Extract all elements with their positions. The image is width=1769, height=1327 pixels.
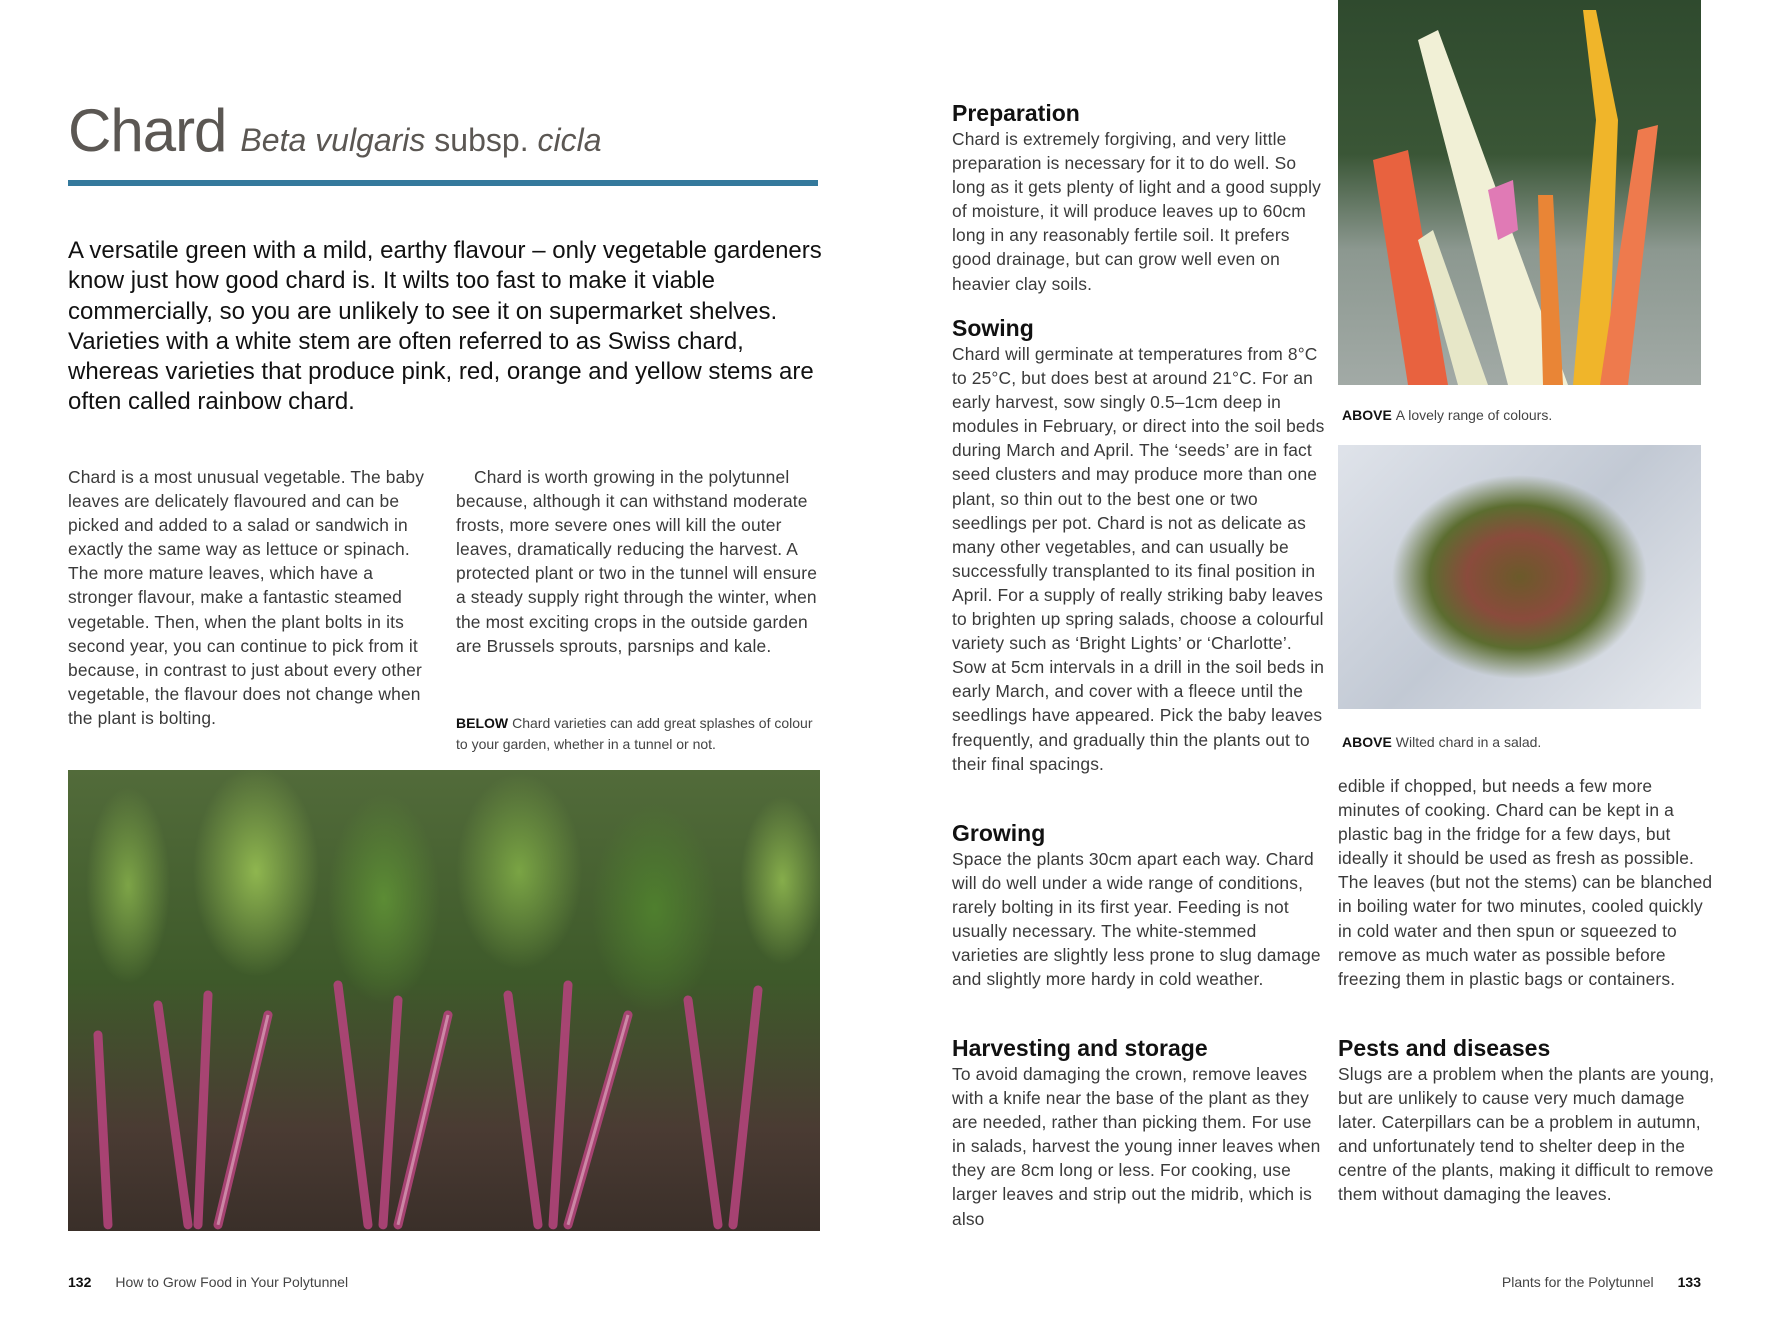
- section-body: Chard is extremely forgiving, and very little preparation is necessary for it to do well. So long as it gets plenty of light and a good supply of moisture, it will produce leaves up to 60cm long in any reasonably fertile soil. It prefers good drainage, but can grow well even on heavier clay soils.: [952, 129, 1321, 294]
- latin-genus-species: Beta vulgaris: [240, 122, 426, 158]
- title-rule: [68, 180, 818, 186]
- section-harvesting: [952, 1034, 1327, 1231]
- latin-name: [240, 122, 601, 158]
- caption-above-2: [1342, 732, 1702, 753]
- page-number-right: 133: [1677, 1274, 1701, 1290]
- caption-below: [456, 713, 828, 754]
- section-pests: [1338, 1034, 1718, 1207]
- chard-stems-illustration: [68, 945, 820, 1231]
- section-heading: Growing: [952, 820, 1046, 846]
- section-growing: [952, 819, 1327, 992]
- section-heading: Sowing: [952, 315, 1034, 341]
- section-body: Chard will germinate at temperatures from 8°C to 25°C, but does best at around 21°C. For an early harvest, sow singly 0.5–1cm deep in modules in February, or direct into the soil beds during March and April. The ‘seeds’ are in fact seed clusters and may produce more than one plant, so thin out to the best one or two seedlings per pot. Chard is not as delicate as many other vegetables, and can usually be successfully transplanted to its final position in April. For a supply of really striking baby leaves to brighten up spring salads, choose a colourful variety such as ‘Bright Lights’ or ‘Charlotte’. Sow at 5cm intervals in a drill in the soil beds in early March, and cover with a fleece until the seedlings have appeared. Pick the baby leaves frequently, and gradually thin the plants out to their final spacings.: [952, 344, 1325, 774]
- caption-text: Chard varieties can add great splashes of colour to your garden, whether in a tunnel or not.: [456, 715, 813, 752]
- latin-subspecies: cicla: [537, 122, 602, 158]
- intro-paragraph: A versatile green with a mild, earthy flavour – only vegetable gardeners know just how good chard is. It wilts too fast to make it viable commercially, so you are unlikely to see it on supermarket shelves. Varieties with a white stem are often referred to as Swiss chard, whereas varieties that produce pink, red, orange and yellow stems are often called rainbow chard.: [68, 237, 822, 416]
- section-heading: Preparation: [952, 100, 1080, 126]
- running-head-left: How to Grow Food in Your Polytunnel: [115, 1274, 349, 1290]
- caption-text: A lovely range of colours.: [1395, 407, 1553, 423]
- harvesting-continued: edible if chopped, but needs a few more minutes of cooking. Chard can be kept in a plastic bag in the fridge for a few days, but ideally it should be used as fresh as possible. The leaves (but not the stems) can be blanched in boiling water for two minutes, cooled quickly in cold water and then spun or squeezed to remove as much water as possible before freezing them in plastic bags or containers.: [1338, 776, 1713, 989]
- page-number-left: 132: [68, 1274, 92, 1290]
- latin-rank: subsp.: [434, 122, 529, 158]
- footer-right: [1502, 1274, 1701, 1290]
- section-preparation: [952, 99, 1327, 296]
- chard-salad-photo: [1338, 445, 1701, 709]
- section-body: Slugs are a problem when the plants are young, but are unlikely to cause very much damage later. Caterpillars can be a problem in autumn, and unfortunately tend to shelter deep in the centre of the plants, making it difficult to remove them without damaging the leaves.: [1338, 1064, 1715, 1205]
- section-body: Space the plants 30cm apart each way. Chard will do well under a wide range of conditions, rarely bolting in its first year. Feeding is not usually necessary. The white-stemmed varieties are slightly less prone to slug damage and slightly more hardy in cold weather.: [952, 849, 1321, 990]
- running-head-right: Plants for the Polytunnel: [1501, 1274, 1654, 1290]
- chard-bed-photo: [68, 770, 820, 1231]
- page-title: [68, 96, 601, 165]
- section-body: To avoid damaging the crown, remove leaves with a knife near the base of the plant as they are needed, rather than picking them. For use in salads, harvest the young inner leaves when they are 8cm long or less. For cooking, use larger leaves and strip out the midrib, which is also: [952, 1064, 1321, 1229]
- rainbow-stems-illustration: [1338, 0, 1701, 385]
- body-column-2: Chard is worth growing in the polytunnel because, although it can withstand moderate frosts, more severe ones will kill the outer leaves, dramatically reducing the harvest. A protected plant or two in the tunnel will ensure a steady supply right through the winter, when the most exciting crops in the outside garden are Brussels sprouts, parsnips and kale.: [456, 467, 818, 656]
- caption-text: Wilted chard in a salad.: [1395, 734, 1542, 750]
- caption-label: ABOVE: [1342, 407, 1392, 423]
- caption-above-1: [1342, 405, 1702, 426]
- section-heading: Harvesting and storage: [952, 1035, 1208, 1061]
- section-sowing: [952, 314, 1327, 776]
- caption-label: BELOW: [456, 715, 509, 731]
- rainbow-chard-photo: [1338, 0, 1701, 385]
- caption-label: ABOVE: [1342, 734, 1392, 750]
- section-heading: Pests and diseases: [1338, 1035, 1551, 1061]
- body-column-1: Chard is a most unusual vegetable. The baby leaves are delicately flavoured and can be picked and added to a salad or sandwich in exactly the same way as lettuce or spinach. The more mature leaves, which have a stronger flavour, make a fantastic steamed vegetable. Then, when the plant bolts in its second year, you can continue to pick from it because, in contrast to just about every other vegetable, the flavour does not change when the plant is bolting.: [68, 467, 425, 728]
- footer-left: [68, 1274, 348, 1290]
- common-name: Chard: [68, 97, 227, 164]
